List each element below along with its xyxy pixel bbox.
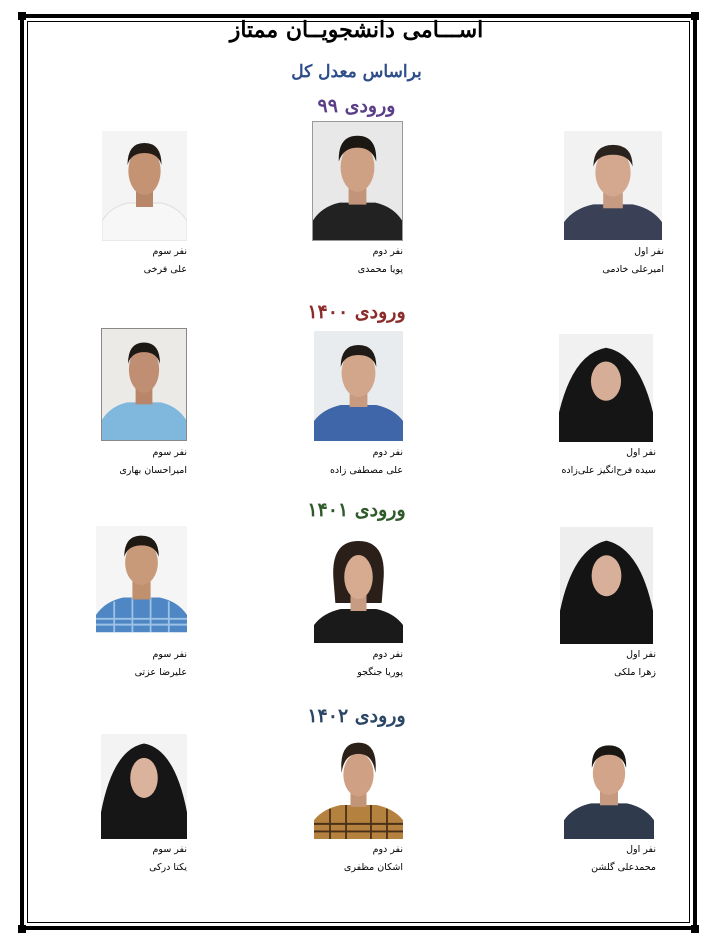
student-name: امیراحسان بهاری <box>119 465 187 476</box>
student-photo <box>101 328 187 441</box>
rank-label: نفر دوم <box>372 447 403 458</box>
student-name: علی مصطفی زاده <box>329 465 403 476</box>
student-name: زهرا ملکی <box>614 667 656 678</box>
student-photo <box>559 334 653 442</box>
student-name: علی فرخی <box>143 264 187 275</box>
student-photo <box>96 526 187 642</box>
student-name: پویا محمدی <box>357 264 403 275</box>
rank-label: نفر دوم <box>372 246 403 257</box>
rank-label: نفر دوم <box>372 649 403 660</box>
page-title: اســـامی دانشجویــان ممتاز <box>229 17 484 43</box>
student-photo <box>312 121 403 241</box>
student-photo <box>102 131 187 241</box>
student-name: اشکان مظفری <box>343 862 403 873</box>
student-name: پوریا جنگجو <box>357 667 403 678</box>
student-photo <box>314 331 403 441</box>
rank-label: نفر سوم <box>152 844 187 855</box>
student-name: محمدعلی گلشن <box>591 862 656 873</box>
section-1402-title: ورودی ۱۴۰۲ <box>307 705 406 727</box>
student-photo <box>314 735 403 839</box>
rank-label: نفر اول <box>626 844 656 855</box>
student-photo <box>314 533 403 643</box>
border-corner <box>691 925 699 933</box>
section-1400-title: ورودی ۱۴۰۰ <box>307 301 406 323</box>
rank-label: نفر سوم <box>152 246 187 257</box>
rank-label: نفر اول <box>634 246 664 257</box>
rank-label: نفر سوم <box>152 649 187 660</box>
rank-label: نفر دوم <box>372 844 403 855</box>
student-photo <box>101 734 187 839</box>
student-name: امیرعلی خادمی <box>602 264 664 275</box>
section-99-title: ورودی ۹۹ <box>317 95 396 117</box>
student-name: یکتا درکی <box>149 862 187 873</box>
rank-label: نفر اول <box>626 649 656 660</box>
border-corner <box>18 925 26 933</box>
student-name: علیرضا عزتی <box>134 667 187 678</box>
student-photo <box>564 131 662 240</box>
student-photo <box>560 527 653 644</box>
student-photo <box>564 736 654 839</box>
page-subtitle: براساس معدل کل <box>291 62 422 82</box>
section-1401-title: ورودی ۱۴۰۱ <box>307 499 406 521</box>
student-name: سیده فرح‌انگیز علی‌زاده <box>561 465 656 476</box>
rank-label: نفر اول <box>626 447 656 458</box>
rank-label: نفر سوم <box>152 447 187 458</box>
